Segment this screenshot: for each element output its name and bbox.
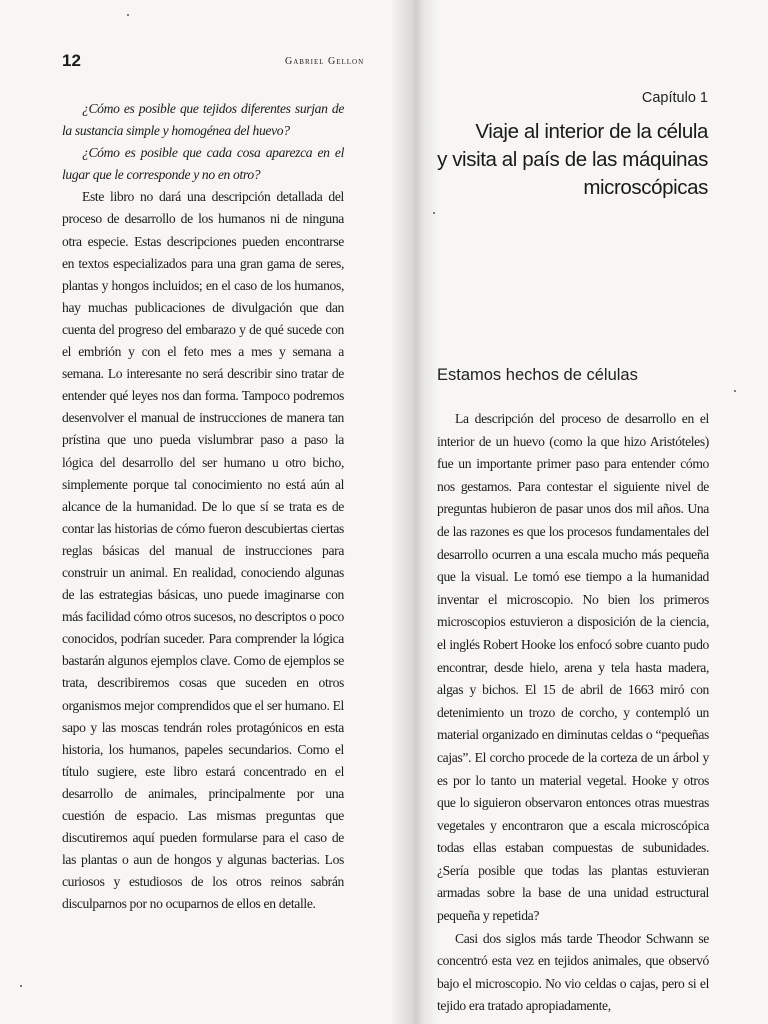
left-body-text <box>62 98 344 915</box>
chapter-label: Capítulo 1 <box>641 90 708 106</box>
chapter-title-line: y visita al país de las máquinas <box>437 148 708 171</box>
paper-speck <box>127 14 129 16</box>
body-paragraph: Este libro no dará una descripción detallada del proceso de desarrollo de los humanos ni de ninguna otra especie. Estas descripciones pueden encontrarse en textos especializados para una gran gama de seres, plantas y hongos incluidos; en el caso de los humanos, hay muchas publicaciones de divulgación que dan cuenta del progreso del embarazo y de qué sucede con el embrión y con el feto mes a mes y semana a semana. Lo interesante no será describir sino tratar de entender qué leyes nos dan forma. Tampoco podremos desenvolver el manual de instrucciones de manera tan prístina que uno pueda vislumbrar paso a paso la lógica del desarrollo del ser humano u otro bicho, simplemente porque tal conocimiento no está aún al alcance de la humanidad. De lo que sí se trata es de contar las historias de cómo fueron descubiertas ciertas reglas básicas del manual de instrucciones para construir un animal. En realidad, conociendo algunas de las estrategias básicas, uno puede imaginarse con más facilidad cómo otros sucesos, no descriptos o poco conocidos, podrían suceder. Para comprender la lógica bastarán algunos ejemplos clave. Como de ejemplos se trata, describiremos cosas que suceden en otros organismos mejor comprendidos que el ser humano. El sapo y las moscas tendrán roles protagónicos en esta historia, los humanos, papeles secundarios. Como el título sugiere, este libro estará concentrado en el desarrollo de animales, principalmente por una cuestión de espacio. Las mismas preguntas que discutiremos aquí pueden formularse para el caso de las plantas o aun de hongos y algunas bacterias. Los curiosos y estudiosos de los otros reinos sabrán disculparnos por no ocuparnos de ellos en detalle. <box>62 189 344 912</box>
body-paragraph: Casi dos siglos más tarde Theodor Schwann se concentró esta vez en tejidos animales, que observó bajo el microscopio. No vio celdas o cajas, pero si el tejido era tratado apropiadamente, <box>437 930 709 1014</box>
paper-speck <box>734 390 736 392</box>
question-paragraph: ¿Cómo es posible que tejidos diferentes surjan de la sustancia simple y homogénea del huevo? <box>62 101 344 139</box>
body-paragraph: La descripción del proceso de desarrollo en el interior de un huevo (como la que hizo Aristóteles) fue un importante primer paso para entender cómo nos gestamos. Para contestar el siguiente nivel de preguntas hubieron de pasar unos dos mil años. Una de las razones es que los procesos fundamentales del desarrollo ocurren a una escala mucho más pequeña que la visual. Le tomó ese tiempo a la humanidad inventar el microscopio. No bien los primeros microscopios estuvieron a disposición de la ciencia, el inglés Robert Hooke los enfocó sobre cuanto pudo encontrar, desde hielo, arena y tela hasta madera, algas y bichos. El 15 de abril de 1663 miró con detenimiento un trozo de corcho, y contempló un material organizado en diminutas celdas o “pequeñas cajas”. El corcho procede de la corteza de un árbol y es por lo tanto un material vegetal. Hooke y otros que lo siguieron observaron entonces otras muestras vegetales y encontraron que a escala microscópica todas ellas estaban compuestas de subunidades. ¿Sería posible que todas las plantas estuvieran armadas sobre la base de una unidad estructural pequeña y repetida? <box>437 411 709 924</box>
chapter-title <box>388 118 708 202</box>
paper-speck <box>433 212 435 214</box>
paper-speck <box>20 985 22 987</box>
section-title: Estamos hechos de células <box>437 366 638 384</box>
chapter-title-line: microscópicas <box>583 176 708 199</box>
right-body-text <box>437 408 709 1018</box>
running-head: Gabriel Gellon <box>285 56 365 67</box>
right-page <box>420 0 768 1024</box>
question-paragraph: ¿Cómo es posible que cada cosa aparezca en el lugar que le corresponde y no en otro? <box>62 145 344 183</box>
page-number: 12 <box>62 51 81 70</box>
chapter-title-line: Viaje al interior de la célula <box>475 120 708 143</box>
